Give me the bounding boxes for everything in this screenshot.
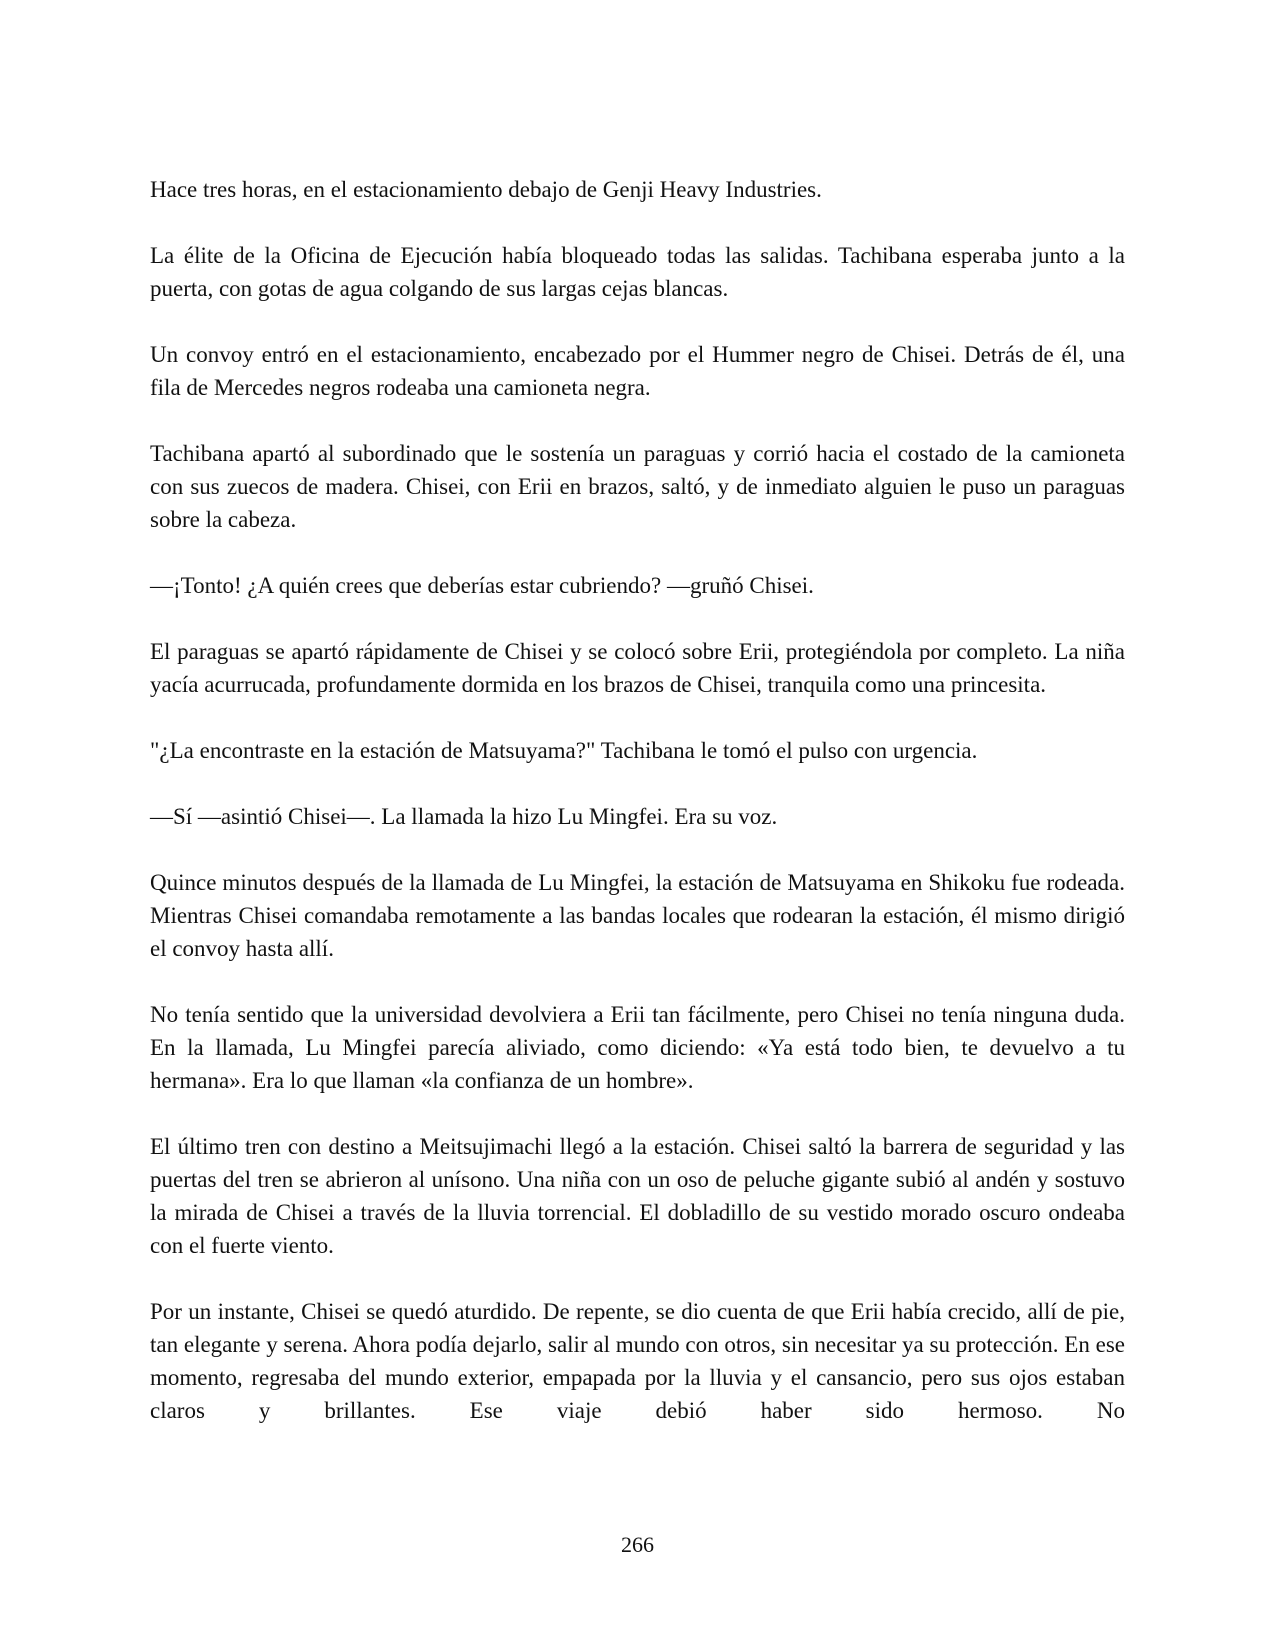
paragraph-1: Hace tres horas, en el estacionamiento debajo de Genji Heavy Industries. (150, 177, 822, 202)
paragraph-3: Un convoy entró en el estacionamiento, encabezado por el Hummer negro de Chisei. Detrás de él, una fila de Mercedes negros rodeaba una camioneta negra. (150, 342, 1125, 400)
paragraph-5: —¡Tonto! ¿A quién crees que deberías estar cubriendo? —gruñó Chisei. (150, 573, 814, 598)
paragraph-6: El paraguas se apartó rápidamente de Chisei y se colocó sobre Erii, protegiéndola por completo. La niña yacía acurrucada, profundamente dormida en los brazos de Chisei, tranquila como una princesita. (150, 639, 1125, 697)
paragraph-2: La élite de la Oficina de Ejecución había bloqueado todas las salidas. Tachibana esperaba junto a la puerta, con gotas de agua colgando de sus largas cejas blancas. (150, 243, 1125, 301)
paragraph-10: No tenía sentido que la universidad devolviera a Erii tan fácilmente, pero Chisei no tenía ninguna duda. En la llamada, Lu Mingfei parecía aliviado, como diciendo: «Ya está todo bien, te devuelvo a tu hermana». Era lo que llaman «la confianza de un hombre». (150, 1002, 1125, 1093)
page-body (150, 173, 1125, 1427)
paragraph-4: Tachibana apartó al subordinado que le sostenía un paraguas y corrió hacia el costado de la camioneta con sus zuecos de madera. Chisei, con Erii en brazos, saltó, y de inmediato alguien le puso un paraguas sobre la cabeza. (150, 441, 1125, 532)
paragraph-11: El último tren con destino a Meitsujimachi llegó a la estación. Chisei saltó la barrera de seguridad y las puertas del tren se abrieron al unísono. Una niña con un oso de peluche gigante subió al andén y sostuvo la mirada de Chisei a través de la lluvia torrencial. El dobladillo de su vestido morado oscuro ondeaba con el fuerte viento. (150, 1134, 1125, 1258)
paragraph-7: "¿La encontraste en la estación de Matsuyama?" Tachibana le tomó el pulso con urgencia. (150, 738, 978, 763)
paragraph-8: —Sí —asintió Chisei—. La llamada la hizo Lu Mingfei. Era su voz. (150, 804, 778, 829)
page-number: 266 (621, 1532, 654, 1557)
paragraph-12: Por un instante, Chisei se quedó aturdido. De repente, se dio cuenta de que Erii había crecido, allí de pie, tan elegante y serena. Ahora podía dejarlo, salir al mundo con otros, sin necesitar ya su protección. En ese momento, regresaba del mundo exterior, empapada por la lluvia y el cansancio, pero sus ojos estaban claros y brillantes. Ese viaje debió haber sido hermoso. No (150, 1299, 1125, 1423)
paragraph-9: Quince minutos después de la llamada de Lu Mingfei, la estación de Matsuyama en Shikoku fue rodeada. Mientras Chisei comandaba remotamente a las bandas locales que rodearan la estación, él mismo dirigió el convoy hasta allí. (150, 870, 1125, 961)
